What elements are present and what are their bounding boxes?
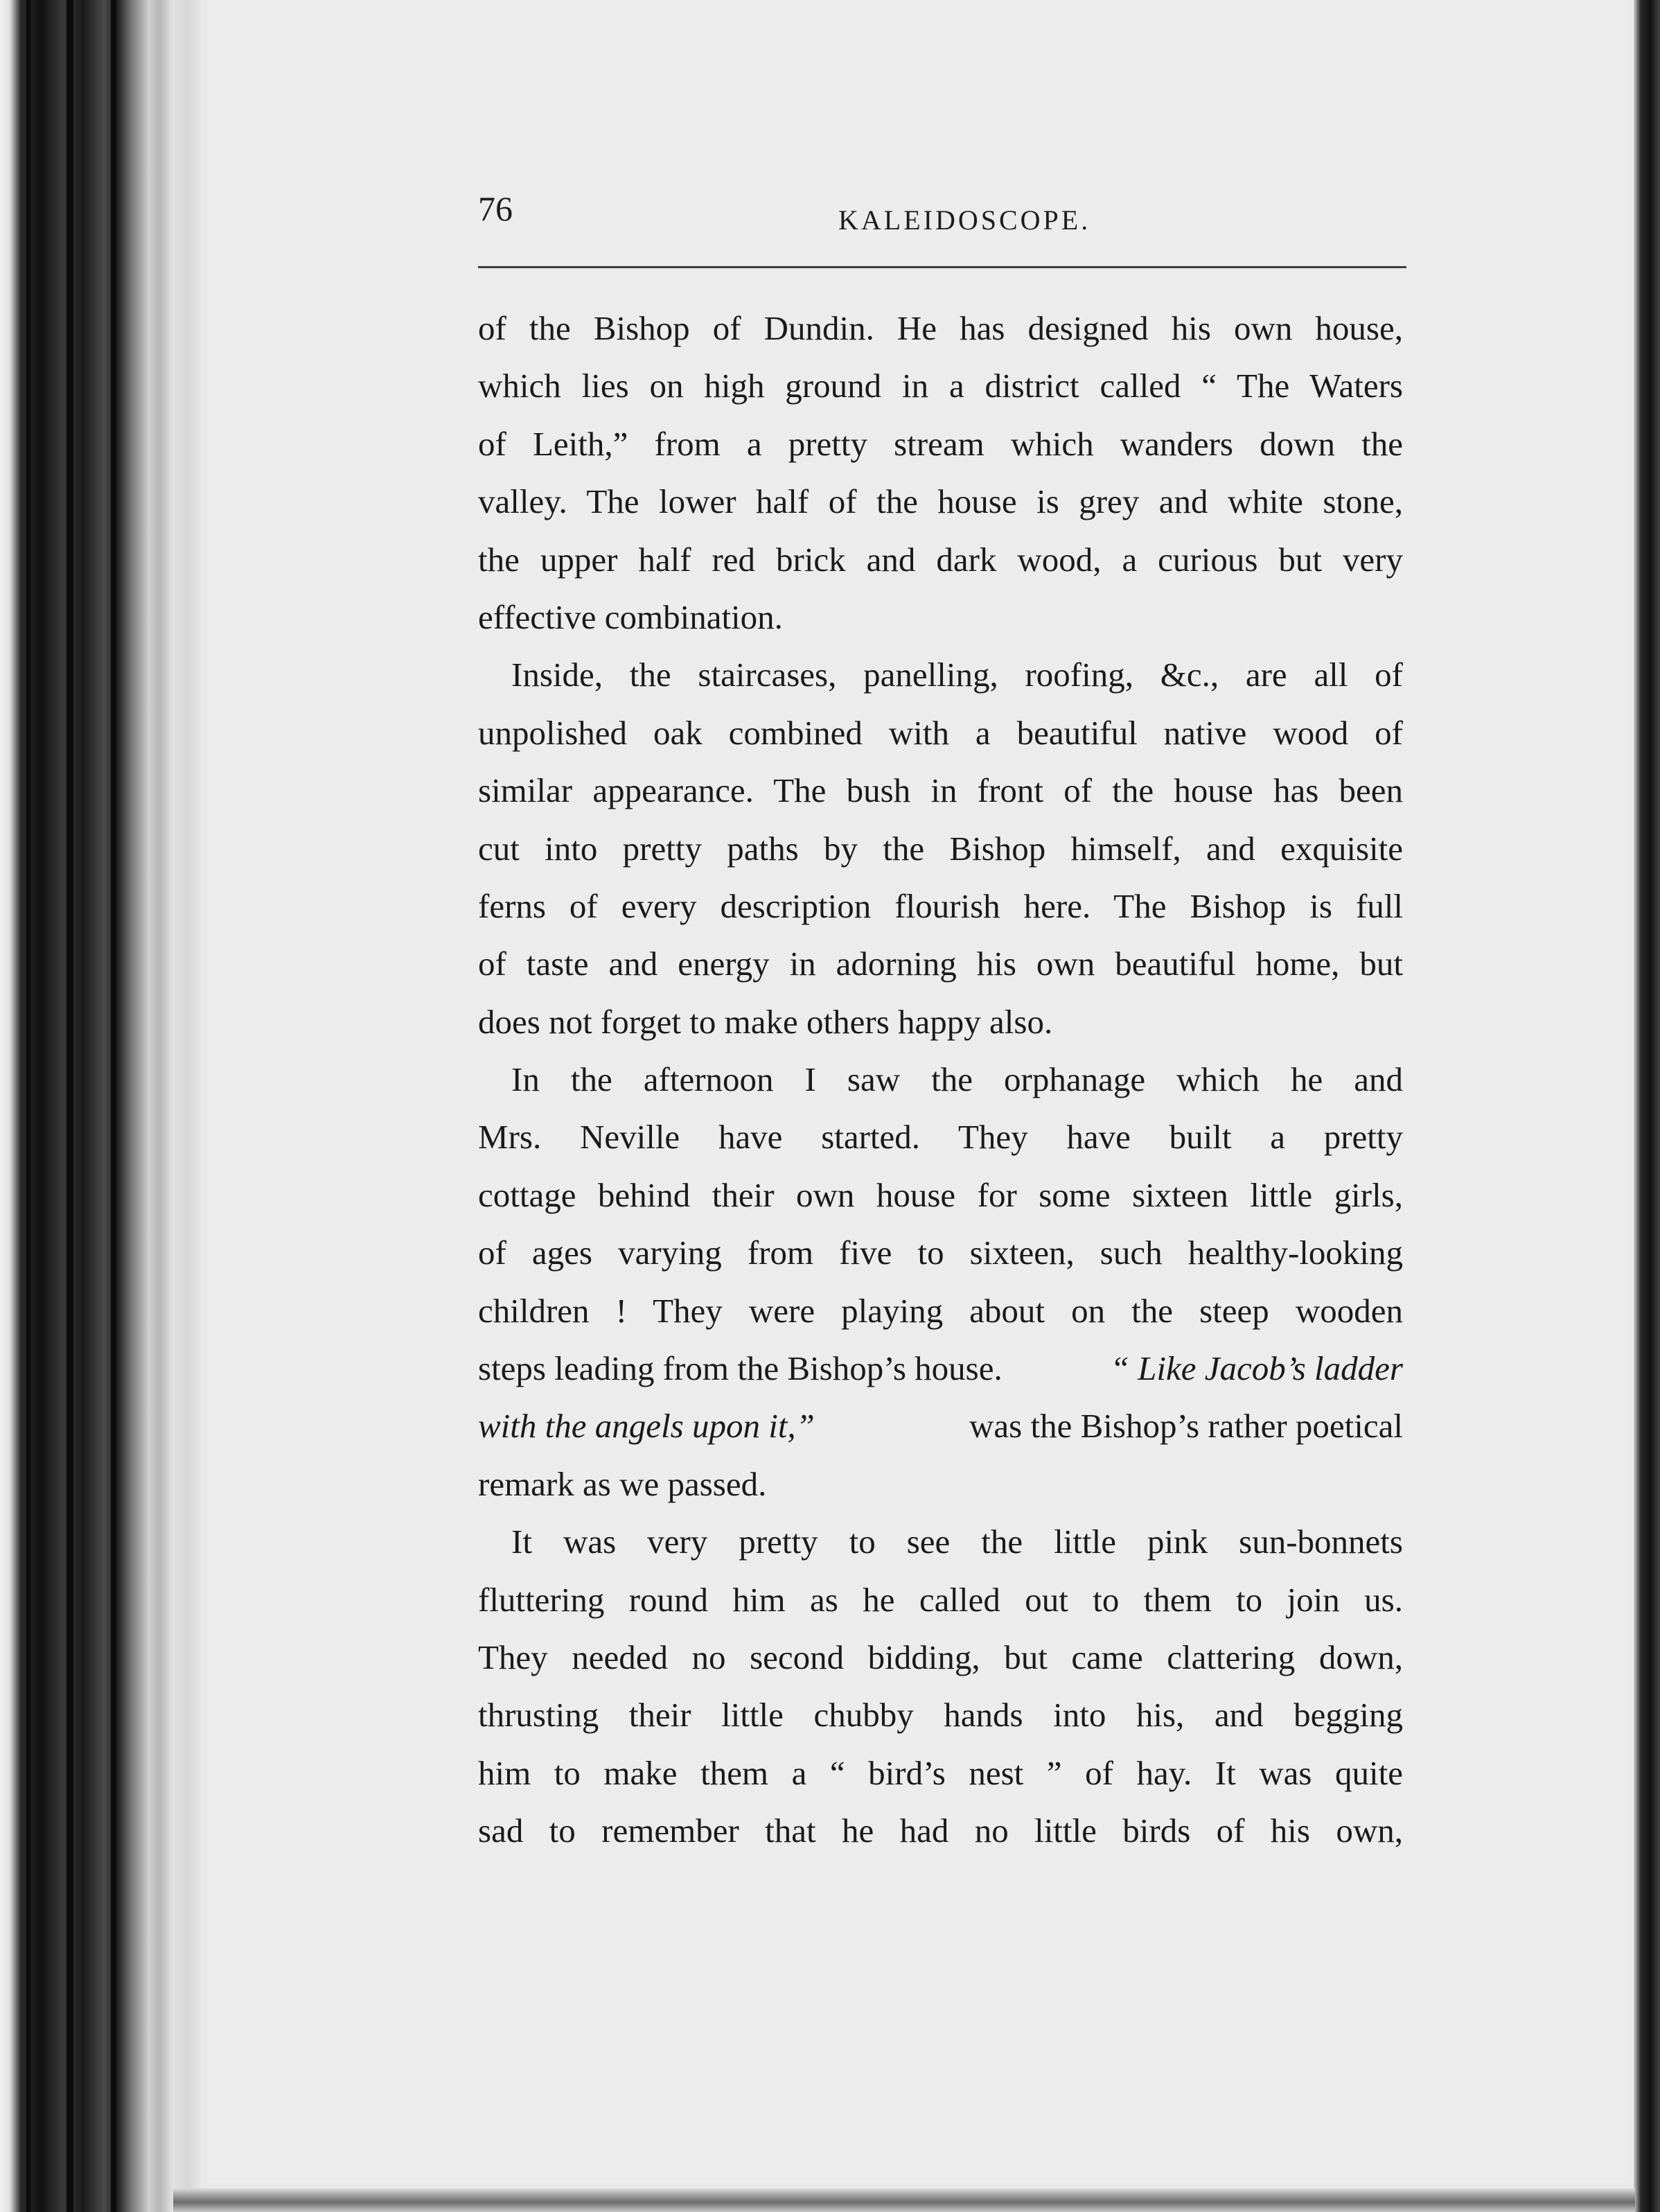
text-line: of Leith,” from a pretty stream which wanders down the — [478, 424, 1403, 463]
text-line: Inside, the staircases, panelling, roofing, &c., are all of — [511, 656, 1403, 694]
text-line: cottage behind their own house for some sixteen little girls, — [478, 1175, 1403, 1214]
text-line: children ! They were playing about on the steep wooden — [478, 1291, 1403, 1330]
text-line: ferns of every description flourish here. The Bishop is full — [478, 886, 1403, 925]
text-line: cut into pretty paths by the Bishop himself, and exquisite — [478, 829, 1403, 868]
text-line: In the afternoon I saw the orphanage which he and — [511, 1060, 1403, 1099]
right-page-edge — [1634, 0, 1660, 2212]
body-text — [478, 299, 1403, 1860]
header-rule — [478, 266, 1406, 268]
text-line: fluttering round him as he called out to them to join us. — [478, 1580, 1403, 1619]
text-line: of taste and energy in adorning his own beautiful home, but — [478, 945, 1403, 983]
book-binding-gutter — [0, 0, 201, 2212]
text-line: Mrs. Neville have started. They have built a pretty — [478, 1118, 1403, 1157]
binding-shadow-streak — [67, 0, 73, 2212]
text-line: It was very pretty to see the little pink sun-bonnets — [511, 1522, 1403, 1561]
text-line: They needed no second bidding, but came clattering down, — [478, 1638, 1403, 1676]
running-title: KALEIDOSCOPE. — [838, 204, 1091, 236]
text-line: of the Bishop of Dundin. He has designed his own house, — [478, 309, 1403, 347]
italic-quote: “ Like Jacob’s ladder — [1110, 1349, 1403, 1388]
text-line — [478, 1340, 1403, 1397]
text-line: the upper half red brick and dark wood, a curious but very — [478, 540, 1403, 579]
text-line: similar appearance. The bush in front of the house has been — [478, 771, 1403, 810]
text-line — [478, 1397, 1403, 1455]
text-line: remark as we passed. — [478, 1464, 767, 1503]
text-segment: was the Bishop’s rather poetical — [969, 1407, 1403, 1446]
text-line: thrusting their little chubby hands into his, and begging — [478, 1696, 1403, 1735]
paragraph-4 — [478, 1513, 1403, 1859]
text-segment: steps leading from the Bishop’s house. — [478, 1349, 1003, 1388]
paragraph-1 — [478, 299, 1403, 646]
binding-shadow-streak — [26, 0, 30, 2212]
text-line: valley. The lower half of the house is grey and white stone, — [478, 482, 1403, 521]
paragraph-3 — [478, 1051, 1403, 1513]
running-head — [478, 188, 1406, 244]
text-line: him to make them a “ bird’s nest ” of hay. It was quite — [478, 1753, 1403, 1792]
text-line: effective combination. — [478, 597, 783, 636]
paragraph-2 — [478, 646, 1403, 1051]
text-line: unpolished oak combined with a beautiful native wood of — [478, 713, 1403, 752]
text-line: which lies on high ground in a district called “ The Waters — [478, 367, 1403, 405]
page-number: 76 — [478, 189, 513, 228]
text-line: sad to remember that he had no little birds of his own, — [478, 1811, 1403, 1850]
text-line: does not forget to make others happy also. — [478, 1002, 1053, 1041]
bottom-page-edge — [173, 2188, 1635, 2212]
binding-shadow-streak — [111, 0, 116, 2212]
italic-quote: with the angels upon it,” — [478, 1407, 815, 1446]
text-line: of ages varying from five to sixteen, such healthy-looking — [478, 1234, 1403, 1272]
